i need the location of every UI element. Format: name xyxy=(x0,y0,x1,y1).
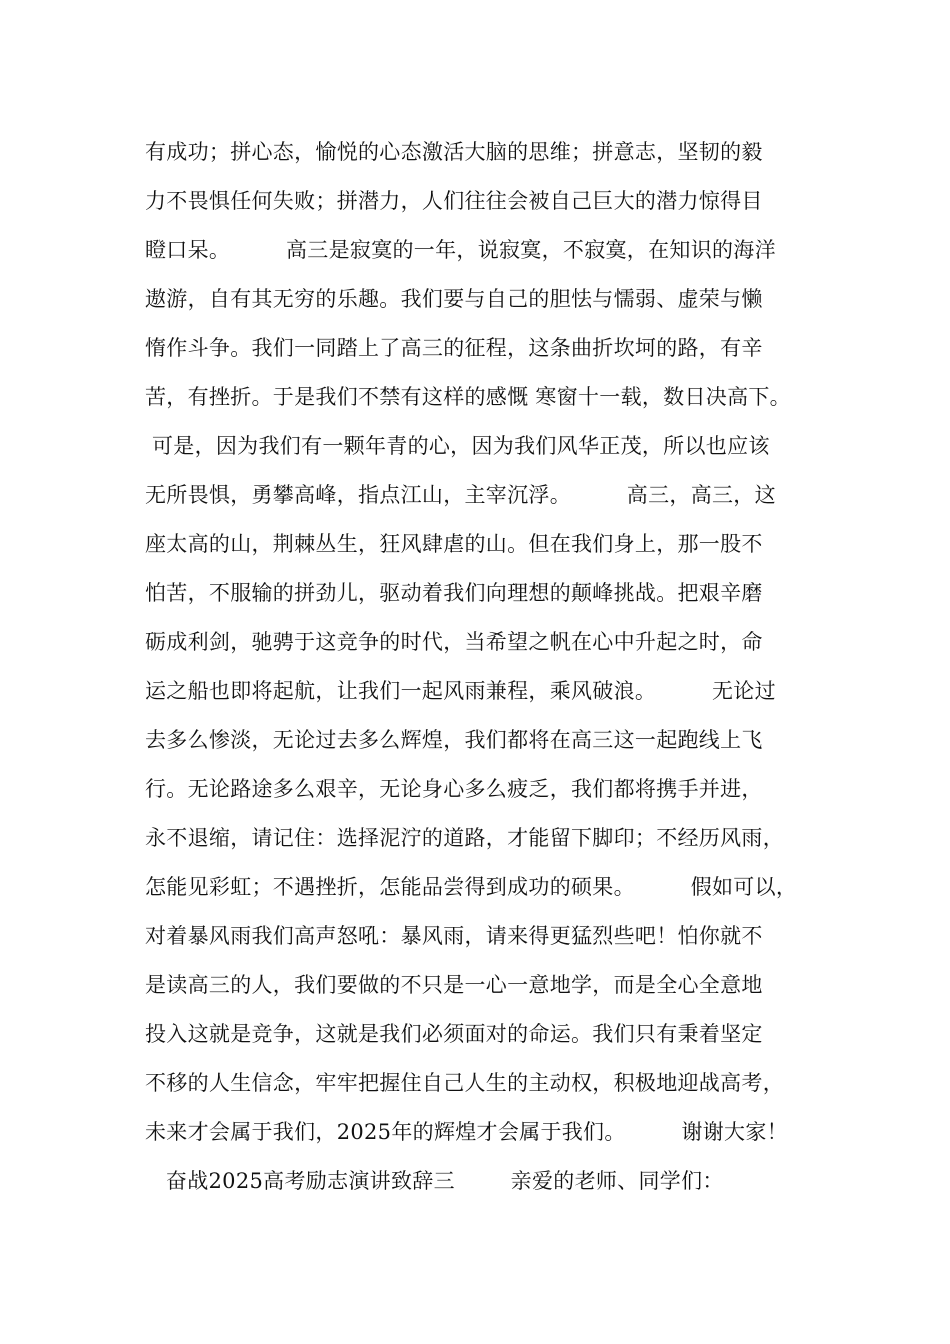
text-line: 无所畏惧，勇攀高峰，指点江山，主宰沉浮。 高三，高三，这 xyxy=(145,483,776,507)
text-line: 行。无论路途多么艰辛，无论身心多么疲乏，我们都将携手并进， xyxy=(145,777,763,801)
text-line: 去多么惨淡，无论过去多么辉煌，我们都将在高三这一起跑线上飞 xyxy=(145,728,763,752)
text-line: 苦，有挫折。于是我们不禁有这样的感慨 寒窗十一载，数日决高下。 xyxy=(145,385,791,409)
text-line: 可是，因为我们有一颗年青的心，因为我们风华正茂，所以也应该 xyxy=(145,434,770,458)
text-line: 怕苦，不服输的拼劲儿，驱动着我们向理想的颠峰挑战。把艰辛磨 xyxy=(145,581,763,605)
text-line: 永不退缩，请记住：选择泥泞的道路，才能留下脚印；不经历风雨， xyxy=(145,826,784,850)
text-line: 座太高的山，荆棘丛生，狂风肆虐的山。但在我们身上，那一股不 xyxy=(145,532,763,556)
text-line: 奋战2025高考励志演讲致辞三 亲爱的老师、同学们： xyxy=(145,1169,724,1193)
text-line: 是读高三的人，我们要做的不只是一心一意地学，而是全心全意地 xyxy=(145,973,763,997)
text-line: 遨游，自有其无穷的乐趣。我们要与自己的胆怯与懦弱、虚荣与懒 xyxy=(145,287,763,311)
text-line: 瞪口呆。 高三是寂寞的一年，说寂寞，不寂寞，在知识的海洋 xyxy=(145,238,776,262)
text-line: 运之船也即将起航，让我们一起风雨兼程，乘风破浪。 无论过 xyxy=(145,679,776,703)
text-line: 未来才会属于我们，2025年的辉煌才会属于我们。 谢谢大家！ xyxy=(145,1120,788,1144)
text-line: 怎能见彩虹；不遇挫折，怎能品尝得到成功的硕果。 假如可以， xyxy=(145,875,798,899)
text-line: 不移的人生信念，牢牢把握住自己人生的主动权，积极地迎战高考， xyxy=(145,1071,784,1095)
text-line: 有成功；拼心态，愉悦的心态激活大脑的思维；拼意志，坚韧的毅 xyxy=(145,140,763,164)
text-line: 对着暴风雨我们高声怒吼：暴风雨，请来得更猛烈些吧！怕你就不 xyxy=(145,924,763,948)
text-line: 惰作斗争。我们一同踏上了高三的征程，这条曲折坎坷的路，有辛 xyxy=(145,336,763,360)
text-line: 力不畏惧任何失败；拼潜力，人们往往会被自己巨大的潜力惊得目 xyxy=(145,189,763,213)
text-line: 砺成利剑，驰骋于这竞争的时代，当希望之帆在心中升起之时，命 xyxy=(145,630,763,654)
text-line: 投入这就是竞争，这就是我们必须面对的命运。我们只有秉着坚定 xyxy=(145,1022,763,1046)
